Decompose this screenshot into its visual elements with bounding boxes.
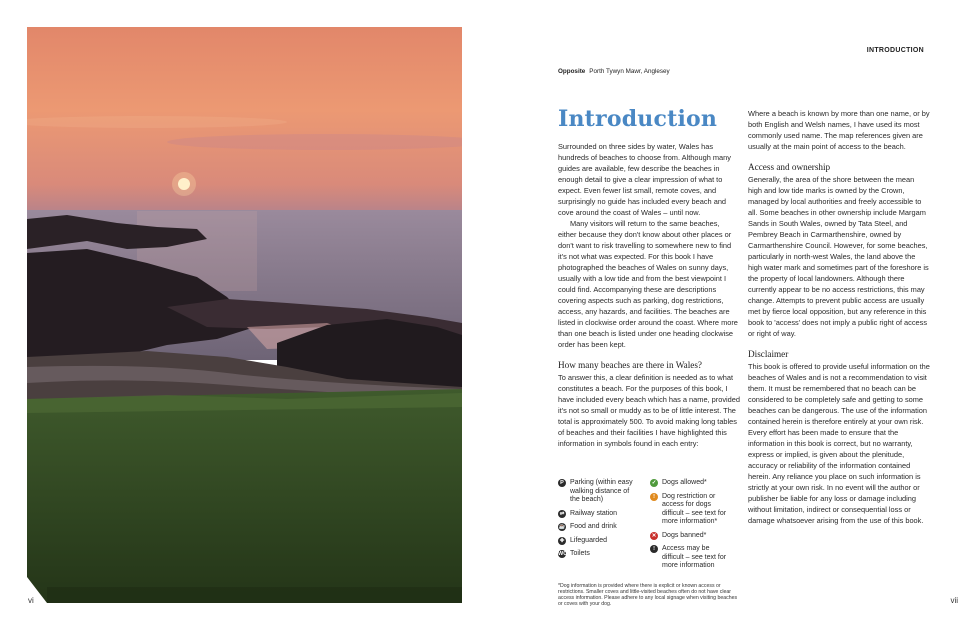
legend-item <box>558 523 640 532</box>
legend-item <box>558 550 640 559</box>
parking-icon: P <box>558 479 566 487</box>
legend-item <box>650 493 732 527</box>
intro-paragraph: Surrounded on three sides by water, Wales has hundreds of beaches to choose from. Although many guides are available, few describe the beaches in enough detail to give a clear impression of what to expect. Even fewer list small, remote coves, and surprisingly no guide has included every beach and cove around the coast of Wales – until now. <box>558 142 731 217</box>
legend-label: Food and drink <box>570 523 617 530</box>
legend-label: Dog restriction or access for dogs difficult – see text for more information* <box>662 492 727 525</box>
how-many-paragraph: To answer this, a clear definition is needed as to what constitutes a beach. For the purposes of this book, I have included every beach which has a name, provided it's not so small or muddy as to be of little interest. The total is approximately 500. To avoid making long tables of beaches and their facilities I have highlighted this information in symbols found in each entry: <box>558 373 741 448</box>
running-head: INTRODUCTION <box>866 47 924 54</box>
lifeguard-icon: ✚ <box>559 537 565 544</box>
legend-item <box>650 479 732 488</box>
right-page-number: vii <box>950 596 958 605</box>
visitors-paragraph: Many visitors will return to the same beaches, either because they don't know about other places or don't want to risk travelling to somewhere new to find it's not what was expected. For this book I have photographed the beaches of Wales on sunny days, usually with a low tide and from the best viewpoint I could find. Accompanying these are descriptions covering aspects such as parking, dog restrictions, access, any hazards, and facilities. The beaches are listed in clockwise order around the coast. Where more than one beach is listed under one heading clockwise order has been kept. <box>558 219 738 349</box>
right-text-column <box>748 108 930 526</box>
legend-item <box>558 479 640 505</box>
legend-item <box>650 532 732 541</box>
legend-label: Dogs banned* <box>662 531 707 539</box>
legend-label: Lifeguarded <box>570 536 607 544</box>
legend-right-column <box>650 479 732 576</box>
legend-left-column <box>558 479 640 564</box>
legend-label: Toilets <box>570 550 590 557</box>
legend-label: Dogs allowed* <box>662 479 707 486</box>
disclaimer-heading: Disclaimer <box>748 349 789 359</box>
legend-label: Railway station <box>570 509 618 517</box>
access-heading: Access and ownership <box>748 162 831 172</box>
photo-caption <box>558 68 670 75</box>
access-paragraph: Generally, the area of the shore between the mean high and low tide marks is owned by the Crown, managed by local authorities and freely accessible to all. Some beaches in other ownership include Margam Sands in South Wales, owned by Tata Steel, and Pembrey Beach in Carmarthenshire, owned by Carmarthenshire Council. However, for some beaches, particularly in north-west Wales, the land above the high water mark and sometimes part of the foreshore is the property of local landowners. Although there currently appear to be no access restrictions, this may change. Attempts to prevent public access are usually met by fierce local opposition, but any reference in this book to 'access' does not imply a public right of access or right of way. <box>748 175 929 338</box>
dogs-banned-icon: ✕ <box>651 532 657 539</box>
legend-item <box>558 510 640 519</box>
names-paragraph: Where a beach is known by more than one name, or by both English and Welsh names, I have used its most commonly used name. The map references given are usually at the main point of access to the beach. <box>748 109 930 151</box>
left-page-number: vi <box>28 596 34 605</box>
railway-icon: ⇌ <box>559 510 565 517</box>
legend-label: Parking (within easy walking distance of the beach) <box>570 479 633 503</box>
legend-label: Access may be difficult – see text for more information <box>662 545 727 569</box>
left-text-column <box>558 141 740 449</box>
dog-restriction-icon: ! <box>650 493 658 501</box>
how-many-beaches-heading: How many beaches are there in Wales? <box>558 360 702 370</box>
toilets-icon: WC <box>558 551 568 557</box>
caption-text: Porth Tywyn Mawr, Anglesey <box>589 68 670 75</box>
legend-item <box>558 537 640 546</box>
sunset-coast-photo <box>27 27 462 603</box>
legend-item <box>650 545 732 571</box>
access-warning-icon: ! <box>650 545 658 553</box>
page-title: Introduction <box>558 106 718 132</box>
disclaimer-paragraph: This book is offered to provide useful information on the beaches of Wales and is not a recommendation to visit them. It must be remembered that no beach can be considered to be completely safe and getting to some beaches can be dangerous. The use of the information contained herein is therefore entirely at your own risk. Every effort has been made to ensure that the information in this book is correct, but no warranty, express or implied, is given about the plenitude, accuracy or reliability of the information contained herein. Any reliance you place on such information is strictly at your own risk. In no event will the author or publisher be liable for any loss or damage including without limitation, indirect or consequential loss or damage whatsoever arising from the use of this book. <box>748 362 930 525</box>
dog-footnote: *Dog information is provided where there is explicit or known access or restrictions. Smaller coves and little-visited beaches often do not have clear access information. Please adhere to any local signage when visiting beaches or coves with your dog. <box>558 583 738 607</box>
food-icon: ☕ <box>558 524 566 530</box>
dogs-allowed-icon: ✓ <box>651 480 657 486</box>
caption-label: Opposite <box>558 68 586 75</box>
